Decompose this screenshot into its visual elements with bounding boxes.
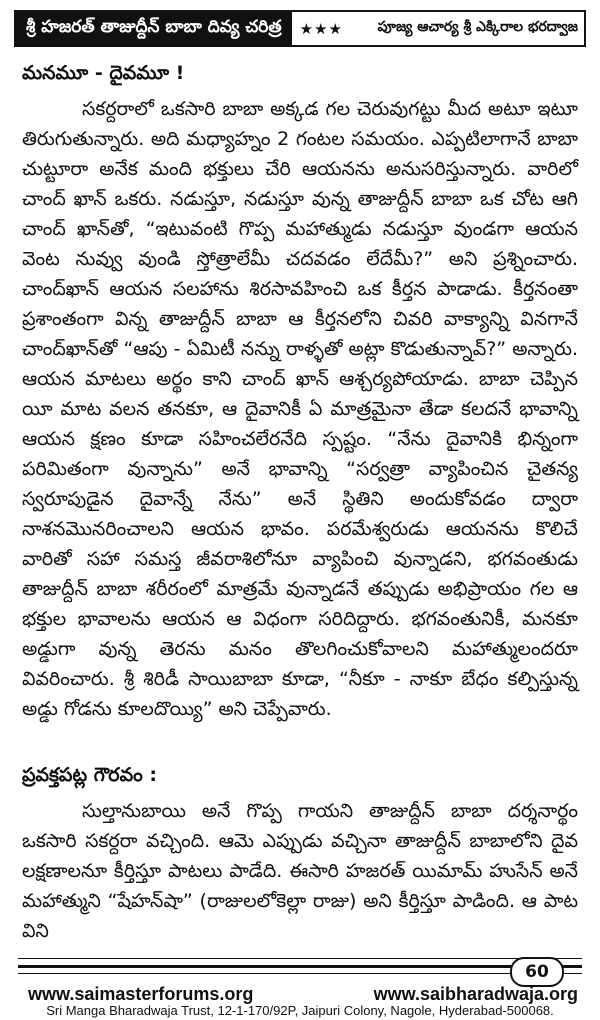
body-paragraph	[22, 94, 578, 724]
trust-address: Sri Manga Bharadwaja Trust, 12-1-170/92P, Jaipuri Colony, Nagole, Hyderabad-500068.	[46, 1003, 554, 1018]
body-paragraph	[22, 796, 578, 946]
paragraph-text: సుల్తానుబాయి అనే గొప్ప గాయని తాజుద్దీన్ బాబా దర్శనార్థం ఒకసారి సకర్దరా వచ్చింది. ఆమె ఎప్పుడు వచ్చినా తాజుద్దీన్ బాబాలోని దైవ లక్షణాలనూ కీర్తిస్తూ పాటలు పాడేది. ఈసారి హజరత్ యిమామ్ హుసేన్ అనే మహాత్ముని “షేహన్‌షా” (రాజులలోకెల్లా రాజు) అని కీర్తిస్తూ పాడింది. ఆ పాట విని	[22, 800, 578, 942]
author-name: పూజ్య ఆచార్య శ్రీ ఎక్కిరాల భరద్వాజ	[377, 19, 578, 35]
paragraph-text: సకర్దరాలో ఒకసారి బాబా అక్కడ గల చెరువుగట్టు మీద అటూ ఇటూ తిరుగుతున్నారు. అది మధ్యాహ్నం 2 గంటల సమయం. ఎప్పటిలాగానే బాబా చుట్టూరా అనేక మంది భక్తులు చేరి ఆయనను అనుసరిస్తున్నారు. వారిలో చాంద్ ఖాన్ ఒకరు. నడుస్తూ, నడుస్తూ వున్న తాజుద్దీన్ బాబా ఒక చోట ఆగి చాంద్ ఖాన్‌తో, “ఇటువంటి గొప్ప మహాత్ముడు నడుస్తూ వుండగా ఆయన వెంట నువ్వు వుండి స్తోత్రాలేమీ చదవడం లేదేమీ?” అని ప్రశ్నించారు. చాంద్‌ఖాన్ ఆయన సలహాను శిరసావహించి ఒక కీర్తన పాడాడు. కీర్తనంతా ప్రశాంతంగా విన్న తాజుద్దీన్ బాబా ఆ కీర్తనలోని చివరి వాక్యాన్ని వినగానే చాంద్‌ఖాన్‌తో “ఆపు - ఏమిటీ నన్ను రాళ్ళతో అట్లా కొడుతున్నావ్?” అన్నారు. ఆయన మాటలు అర్థం కాని చాంద్ ఖాన్ ఆశ్చర్యపోయాడు. బాబా చెప్పిన యీ మాట వలన తనకూ, ఆ దైవానికీ ఏ మాత్రమైనా తేడా కలదనే భావాన్ని ఆయన క్షణం కూడా సహించలేరనేది స్పష్టం. “నేను దైవానికి భిన్నంగా పరిమితంగా వున్నాను” అనే భావాన్ని “సర్వత్రా వ్యాపించిన చైతన్య స్వరూపుడైన దైవాన్నే నేను” అనే స్థితిని అందుకోవడం ద్వారా నాశనమొనరించాలని ఆయన భావం. పరమేశ్వరుడు ఆయనను కొలిచే వారితో సహా సమస్త జీవరాశిలోనూ వ్యాపించి వున్నాడని, భగవంతుడు తాజుద్దీన్ బాబా శరీరంలో మాత్రమే వున్నాడనే తప్పుడు అభిప్రాయం గల ఆ భక్తుల భావాలను ఆయన ఆ విధంగా సరిదిద్దారు. భగవంతునికీ, మనకూ అడ్డుగా వున్న తెరను మనం తొలగించుకోవాలని మహాత్ములందరూ వివరించారు. శ్రీ శిరిడీ సాయిబాబా కూడా, “నీకూ - నాకూ బేధం కల్పిస్తున్న అడ్డు గోడను కూలదొయ్యి” అని చెప్పేవారు.	[22, 98, 578, 720]
section-heading: ప్రవక్తపట్ల గౌరవం :	[22, 764, 157, 786]
star-ornament: ★★★	[299, 19, 343, 38]
website-link[interactable]: www.saimasterforums.org	[28, 984, 254, 1004]
book-title: శ్రీ హజరత్ తాజుద్దీన్ బాబా దివ్య చరిత్ర	[16, 12, 292, 45]
website-link[interactable]: www.saibharadwaja.org	[373, 984, 578, 1004]
footer-rule	[18, 973, 582, 974]
page-header	[14, 10, 586, 47]
page-number: 60	[510, 957, 564, 987]
footer-rule	[18, 965, 582, 968]
section-heading: మనమూ - దైవమూ !	[22, 62, 185, 84]
footer-rule	[18, 958, 582, 959]
